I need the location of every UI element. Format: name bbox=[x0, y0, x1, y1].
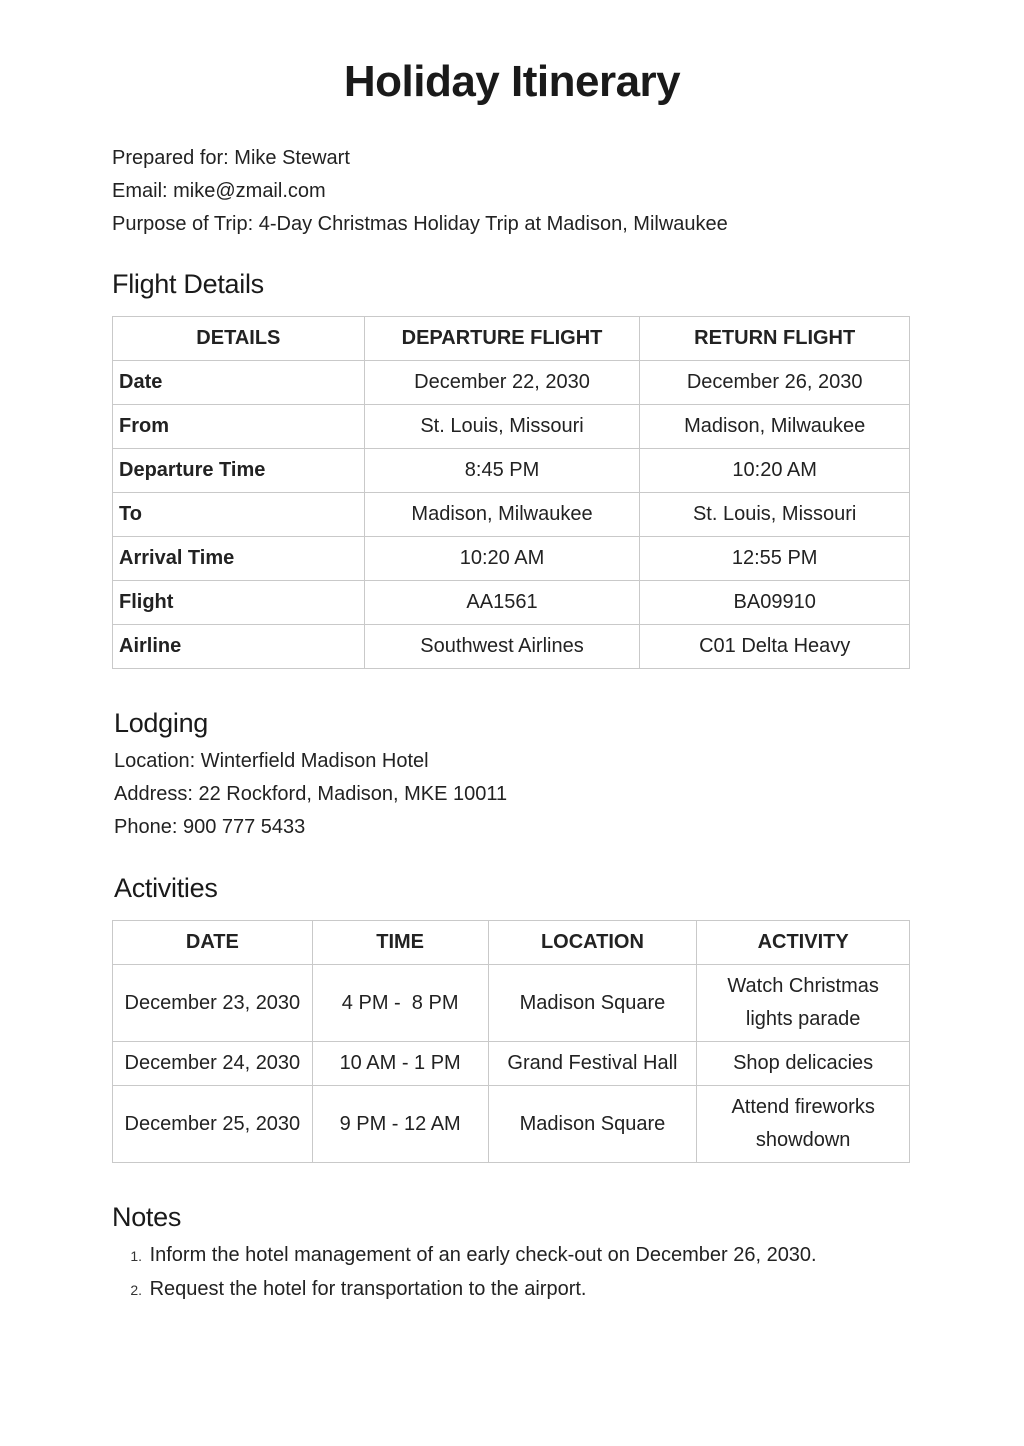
return-cell: December 26, 2030 bbox=[640, 361, 910, 405]
table-header-row bbox=[113, 317, 910, 361]
departure-cell: St. Louis, Missouri bbox=[364, 405, 640, 449]
table-row bbox=[113, 493, 910, 537]
activity-location-cell: Grand Festival Hall bbox=[488, 1042, 697, 1086]
return-cell: BA09910 bbox=[640, 581, 910, 625]
lodging-location-text: Location: Winterfield Madison Hotel bbox=[114, 750, 429, 772]
column-header: DATE bbox=[113, 921, 313, 965]
list-item bbox=[112, 1239, 912, 1273]
activity-text-line: lights parade bbox=[745, 1008, 861, 1030]
notes-list bbox=[112, 1239, 912, 1307]
table-row bbox=[113, 537, 910, 581]
row-label: Departure Time bbox=[113, 449, 365, 493]
departure-cell: AA1561 bbox=[364, 581, 640, 625]
flight-details-table bbox=[112, 316, 910, 669]
table-row bbox=[113, 1086, 910, 1163]
trip-info bbox=[112, 142, 912, 241]
column-header: RETURN FLIGHT bbox=[640, 317, 910, 361]
note-text: Inform the hotel management of an early check-out on December 26, 2030. bbox=[149, 1244, 817, 1266]
list-number: 2. bbox=[130, 1282, 142, 1298]
lodging-address-text: Address: 22 Rockford, Madison, MKE 10011 bbox=[114, 783, 508, 805]
row-label: Airline bbox=[113, 625, 365, 669]
column-header: DETAILS bbox=[113, 317, 365, 361]
activities-heading: Activities bbox=[114, 873, 218, 903]
activity-time-cell: 4 PM - 8 PM bbox=[312, 965, 488, 1042]
list-number: 1. bbox=[130, 1248, 142, 1264]
activity-cell bbox=[697, 965, 910, 1042]
departure-cell: Madison, Milwaukee bbox=[364, 493, 640, 537]
departure-cell: 8:45 PM bbox=[364, 449, 640, 493]
page-title: Holiday Itinerary bbox=[343, 57, 681, 106]
activity-date-cell: December 23, 2030 bbox=[113, 965, 313, 1042]
column-header: LOCATION bbox=[488, 921, 697, 965]
activity-text-line: Shop delicacies bbox=[733, 1052, 874, 1074]
table-row bbox=[113, 405, 910, 449]
row-label: Flight bbox=[113, 581, 365, 625]
column-header: TIME bbox=[312, 921, 488, 965]
departure-cell: 10:20 AM bbox=[364, 537, 640, 581]
table-row bbox=[113, 1042, 910, 1086]
row-label: To bbox=[113, 493, 365, 537]
email-text: Email: mike@zmail.com bbox=[112, 180, 326, 202]
table-row bbox=[113, 361, 910, 405]
row-label: From bbox=[113, 405, 365, 449]
activity-date-cell: December 25, 2030 bbox=[113, 1086, 313, 1163]
return-cell: Madison, Milwaukee bbox=[640, 405, 910, 449]
activity-location-cell: Madison Square bbox=[488, 1086, 697, 1163]
activity-text-line: Attend fireworks bbox=[731, 1096, 875, 1118]
activity-text-line: showdown bbox=[755, 1129, 851, 1151]
prepared-for-text: Prepared for: Mike Stewart bbox=[112, 147, 350, 169]
notes-heading: Notes bbox=[112, 1202, 182, 1232]
flight-details-heading: Flight Details bbox=[112, 269, 264, 299]
activity-time-cell: 10 AM - 1 PM bbox=[312, 1042, 488, 1086]
lodging-heading: Lodging bbox=[114, 708, 208, 738]
activity-text-line: Watch Christmas bbox=[727, 975, 879, 997]
column-header: DEPARTURE FLIGHT bbox=[364, 317, 640, 361]
table-row bbox=[113, 625, 910, 669]
activity-cell bbox=[697, 1086, 910, 1163]
table-row bbox=[113, 581, 910, 625]
column-header: ACTIVITY bbox=[697, 921, 910, 965]
activity-location-cell: Madison Square bbox=[488, 965, 697, 1042]
departure-cell: December 22, 2030 bbox=[364, 361, 640, 405]
activity-time-cell: 9 PM - 12 AM bbox=[312, 1086, 488, 1163]
lodging-info bbox=[114, 745, 914, 844]
return-cell: 12:55 PM bbox=[640, 537, 910, 581]
list-item bbox=[112, 1273, 912, 1307]
row-label: Date bbox=[113, 361, 365, 405]
return-cell: 10:20 AM bbox=[640, 449, 910, 493]
departure-cell: Southwest Airlines bbox=[364, 625, 640, 669]
return-cell: St. Louis, Missouri bbox=[640, 493, 910, 537]
row-label: Arrival Time bbox=[113, 537, 365, 581]
table-row bbox=[113, 449, 910, 493]
note-text: Request the hotel for transportation to the airport. bbox=[149, 1278, 587, 1300]
purpose-text: Purpose of Trip: 4-Day Christmas Holiday Trip at Madison, Milwaukee bbox=[112, 213, 728, 235]
activities-table bbox=[112, 920, 910, 1163]
table-header-row bbox=[113, 921, 910, 965]
activity-cell bbox=[697, 1042, 910, 1086]
activity-date-cell: December 24, 2030 bbox=[113, 1042, 313, 1086]
lodging-phone-text: Phone: 900 777 5433 bbox=[114, 816, 306, 838]
table-row bbox=[113, 965, 910, 1042]
return-cell: C01 Delta Heavy bbox=[640, 625, 910, 669]
